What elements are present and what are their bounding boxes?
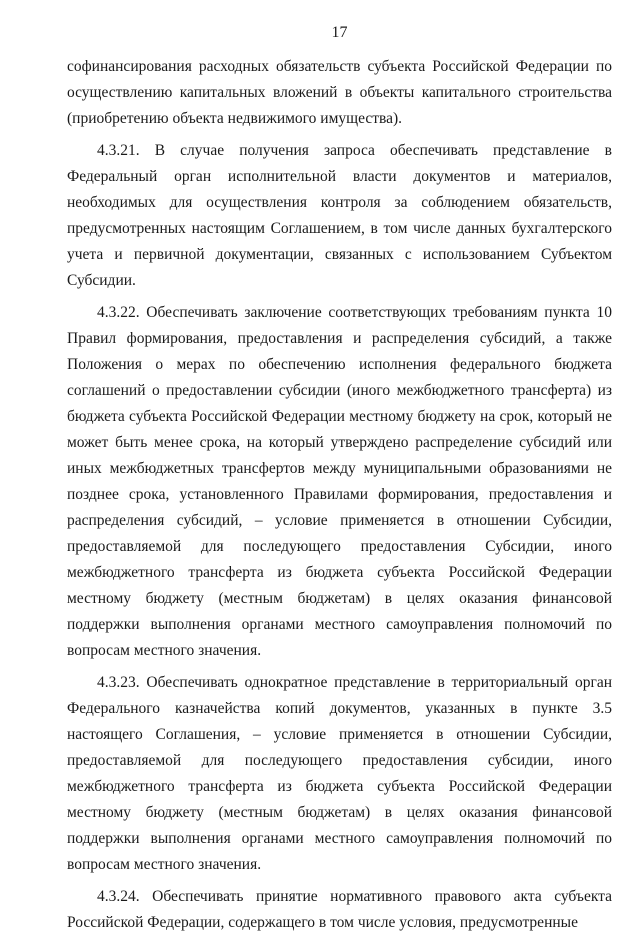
paragraph-4-3-21: 4.3.21. В случае получения запроса обеспечивать представление в Федеральный орган исполнительной власти документов и материалов, необходимых для осуществления контроля за соблюдением обязательств, предусмотренных настоящим Соглашением, в том числе данных бухгалтерского учета и первичной документации, связанных с использованием Субъектом Субсидии. xyxy=(67,142,612,289)
paragraph-4-3-24: 4.3.24. Обеспечивать принятие нормативного правового акта субъекта Российской Федерации, содержащего в том числе условия, предусмотренные xyxy=(67,888,612,931)
page-number: 17 xyxy=(331,24,348,41)
paragraph-4-3-22: 4.3.22. Обеспечивать заключение соответствующих требованиям пункта 10 Правил формирования, предоставления и распределения субсидий, а также Положения о мерах по обеспечению исполнения федерального бюджета соглашений о предоставлении субсидии (иного межбюджетного трансферта) из бюджета субъекта Российской Федерации местному бюджету на срок, который не может быть менее срока, на который утверждено распределение субсидий или иных межбюджетных трансфертов между муниципальными образованиями не позднее срока, установленного Правилами формирования, предоставления и распределения субсидий, – условие применяется в отношении Субсидии, предоставляемой для последующего предоставления Субсидии, иного межбюджетного трансферта из бюджета субъекта Российской Федерации местному бюджету (местным бюджетам) в целях оказания финансовой поддержки выполнения органами местного самоуправления полномочий по вопросам местного значения. xyxy=(67,304,612,659)
paragraph-continuation: софинансирования расходных обязательств субъекта Российской Федерации по осуществлению капитальных вложений в объекты капитального строительства (приобретению объекта недвижимого имущества). xyxy=(67,58,612,127)
document-page xyxy=(67,22,612,936)
paragraph-4-3-23: 4.3.23. Обеспечивать однократное представление в территориальный орган Федерального казначейства копий документов, указанных в пункте 3.5 настоящего Соглашения, – условие применяется в отношении Субсидии, предоставляемой для последующего предоставления субсидии, иного межбюджетного трансферта из бюджета субъекта Российской Федерации местному бюджету (местным бюджетам) в целях оказания финансовой поддержки выполнения органами местного самоуправления полномочий по вопросам местного значения. xyxy=(67,674,612,873)
